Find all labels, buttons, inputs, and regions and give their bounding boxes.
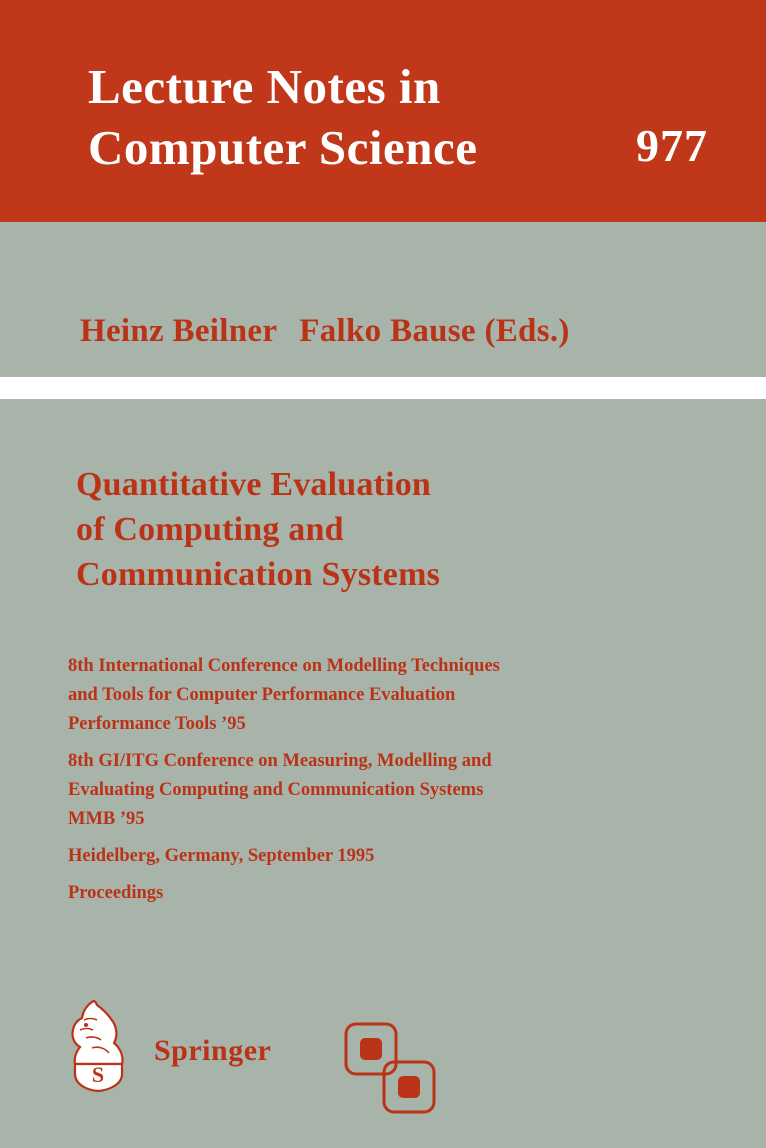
series-title <box>88 56 608 178</box>
springer-logo <box>62 996 302 1096</box>
book-title-line-2: of Computing and <box>76 511 344 548</box>
conference-2-line-2: Evaluating Computing and Communication Systems <box>68 780 484 800</box>
editor-name-1: Heinz Beilner <box>80 313 278 349</box>
conference-1-line-3: Performance Tools ’95 <box>68 714 246 734</box>
editors-line <box>80 313 720 350</box>
series-title-line-2: Computer Science <box>88 120 478 175</box>
book-title <box>76 462 716 597</box>
svg-text:S: S <box>91 1062 105 1087</box>
editors-role: (Eds.) <box>484 313 570 349</box>
book-title-line-1: Quantitative Evaluation <box>76 466 432 503</box>
publication-kind: Proceedings <box>68 883 164 903</box>
volume-number: 977 <box>636 120 708 171</box>
location-date: Heidelberg, Germany, September 1995 <box>68 846 375 866</box>
conference-1 <box>68 652 728 739</box>
springer-knight-icon <box>62 996 136 1092</box>
springer-wordmark: Springer <box>154 1034 272 1067</box>
conference-2 <box>68 747 728 834</box>
book-title-line-3: Communication Systems <box>76 556 441 593</box>
series-title-line-1: Lecture Notes in <box>88 59 441 114</box>
series-banner <box>0 0 766 222</box>
conference-2-line-1: 8th GI/ITG Conference on Measuring, Modelling and <box>68 751 492 771</box>
conference-2-line-3: MMB ’95 <box>68 809 145 829</box>
conference-1-line-2: and Tools for Computer Performance Evaluation <box>68 685 456 705</box>
editor-name-2: Falko Bause <box>299 313 476 349</box>
book-subtitle <box>68 652 728 916</box>
separator-stripe <box>0 377 766 399</box>
gi-square-logo-icon <box>342 1020 438 1116</box>
conference-1-line-1: 8th International Conference on Modelling Techniques <box>68 656 500 676</box>
